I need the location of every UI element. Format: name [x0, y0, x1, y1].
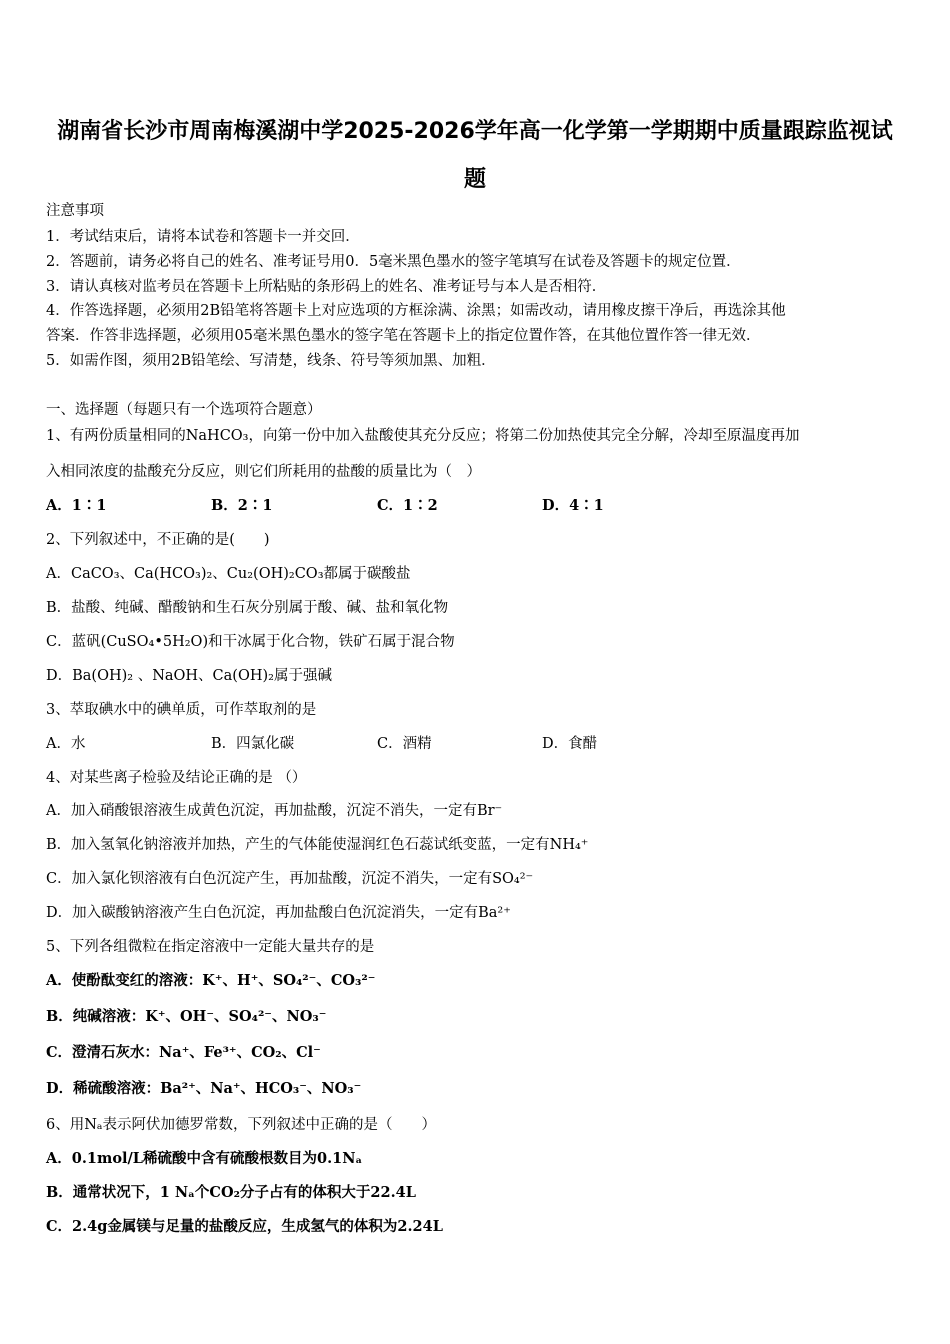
notice-item: 3．请认真核对监考员在答题卡上所粘贴的条形码上的姓名、准考证号与本人是否相符． [46, 279, 607, 295]
notice-item: 1．考试结束后，请将本试卷和答题卡一并交回． [46, 229, 360, 245]
option-d: D．加入碳酸钠溶液产生白色沉淀，再加盐酸白色沉淀消失，一定有Ba²⁺ [46, 905, 511, 921]
option-a: A．1∶1 [46, 497, 107, 514]
question-stem: 6、用Nₐ表示阿伏加德罗常数，下列叙述中正确的是（ ） [46, 1117, 437, 1133]
option-b: B．加入氢氧化钠溶液并加热，产生的气体能使湿润红色石蕊试纸变蓝，一定有NH₄⁺ [46, 837, 589, 853]
option-c: C．1∶2 [377, 497, 438, 514]
question-stem: 2、下列叙述中，不正确的是( ) [46, 532, 270, 548]
option-b: B．通常状况下，1 Nₐ个CO₂分子占有的体积大于22.4L [46, 1184, 416, 1201]
notice-item: 2．答题前，请务必将自己的姓名、准考证号用0．5毫米黑色墨水的签字笔填写在试卷及答题卡的规定位置． [46, 254, 741, 270]
option-b: B．2∶1 [211, 497, 273, 514]
option-d: D．食醋 [542, 736, 598, 752]
option-c: C．澄清石灰水：Na⁺、Fe³⁺、CO₂、Cl⁻ [46, 1044, 321, 1061]
option-a: A．0.1mol/L稀硫酸中含有硫酸根数目为0.1Nₐ [46, 1150, 363, 1167]
option-c: C．蓝矾(CuSO₄•5H₂O)和干冰属于化合物，铁矿石属于混合物 [46, 634, 455, 650]
question-stem: 4、对某些离子检验及结论正确的是 （） [46, 770, 307, 786]
option-a: A．使酚酞变红的溶液：K⁺、H⁺、SO₄²⁻、CO₃²⁻ [46, 972, 376, 989]
option-c: C．加入氯化钡溶液有白色沉淀产生，再加盐酸，沉淀不消失，一定有SO₄²⁻ [46, 871, 534, 887]
document-title-cont: 题 [463, 167, 486, 192]
notice-item: 4．作答选择题，必须用2B铅笔将答题卡上对应选项的方框涂满、涂黑；如需改动，请用橡皮擦干净后，再选涂其他 [46, 303, 786, 319]
question-stem: 1、有两份质量相同的NaHCO₃，向第一份中加入盐酸使其充分反应；将第二份加热使其完全分解，冷却至原温度再加 [46, 428, 800, 444]
option-d: D．稀硫酸溶液：Ba²⁺、Na⁺、HCO₃⁻、NO₃⁻ [46, 1080, 362, 1097]
option-d: D．Ba(OH)₂ 、NaOH、Ca(OH)₂属于强碱 [46, 668, 332, 684]
notice-heading: 注意事项 [46, 203, 104, 219]
question-stem: 3、萃取碘水中的碘单质，可作萃取剂的是 [46, 702, 317, 718]
option-a: A．加入硝酸银溶液生成黄色沉淀，再加盐酸，沉淀不消失，一定有Br⁻ [46, 803, 503, 819]
notice-item: 答案．作答非选择题，必须用05毫米黑色墨水的签字笔在答题卡上的指定位置作答，在其他位置作答一律无效． [46, 328, 761, 344]
section-heading: 一、选择题（每题只有一个选项符合题意） [46, 402, 322, 418]
option-b: B．四氯化碳 [211, 736, 295, 752]
document-title: 湖南省长沙市周南梅溪湖中学2025-2026学年高一化学第一学期期中质量跟踪监视试 [57, 119, 893, 144]
question-stem-cont: 入相同浓度的盐酸充分反应，则它们所耗用的盐酸的质量比为（ ） [46, 464, 481, 480]
notice-item: 5．如需作图，须用2B铅笔绘、写清楚，线条、符号等须加黑、加粗． [46, 353, 496, 369]
option-b: B．纯碱溶液：K⁺、OH⁻、SO₄²⁻、NO₃⁻ [46, 1008, 327, 1025]
option-d: D．4∶1 [542, 497, 604, 514]
option-a: A．CaCO₃、Ca(HCO₃)₂、Cu₂(OH)₂CO₃都属于碳酸盐 [46, 566, 411, 582]
option-b: B．盐酸、纯碱、醋酸钠和生石灰分别属于酸、碱、盐和氧化物 [46, 600, 449, 616]
option-a: A．水 [46, 736, 86, 752]
option-c: C．2.4g金属镁与足量的盐酸反应，生成氢气的体积为2.24L [46, 1218, 443, 1235]
option-c: C．酒精 [377, 736, 432, 752]
question-stem: 5、下列各组微粒在指定溶液中一定能大量共存的是 [46, 939, 375, 955]
